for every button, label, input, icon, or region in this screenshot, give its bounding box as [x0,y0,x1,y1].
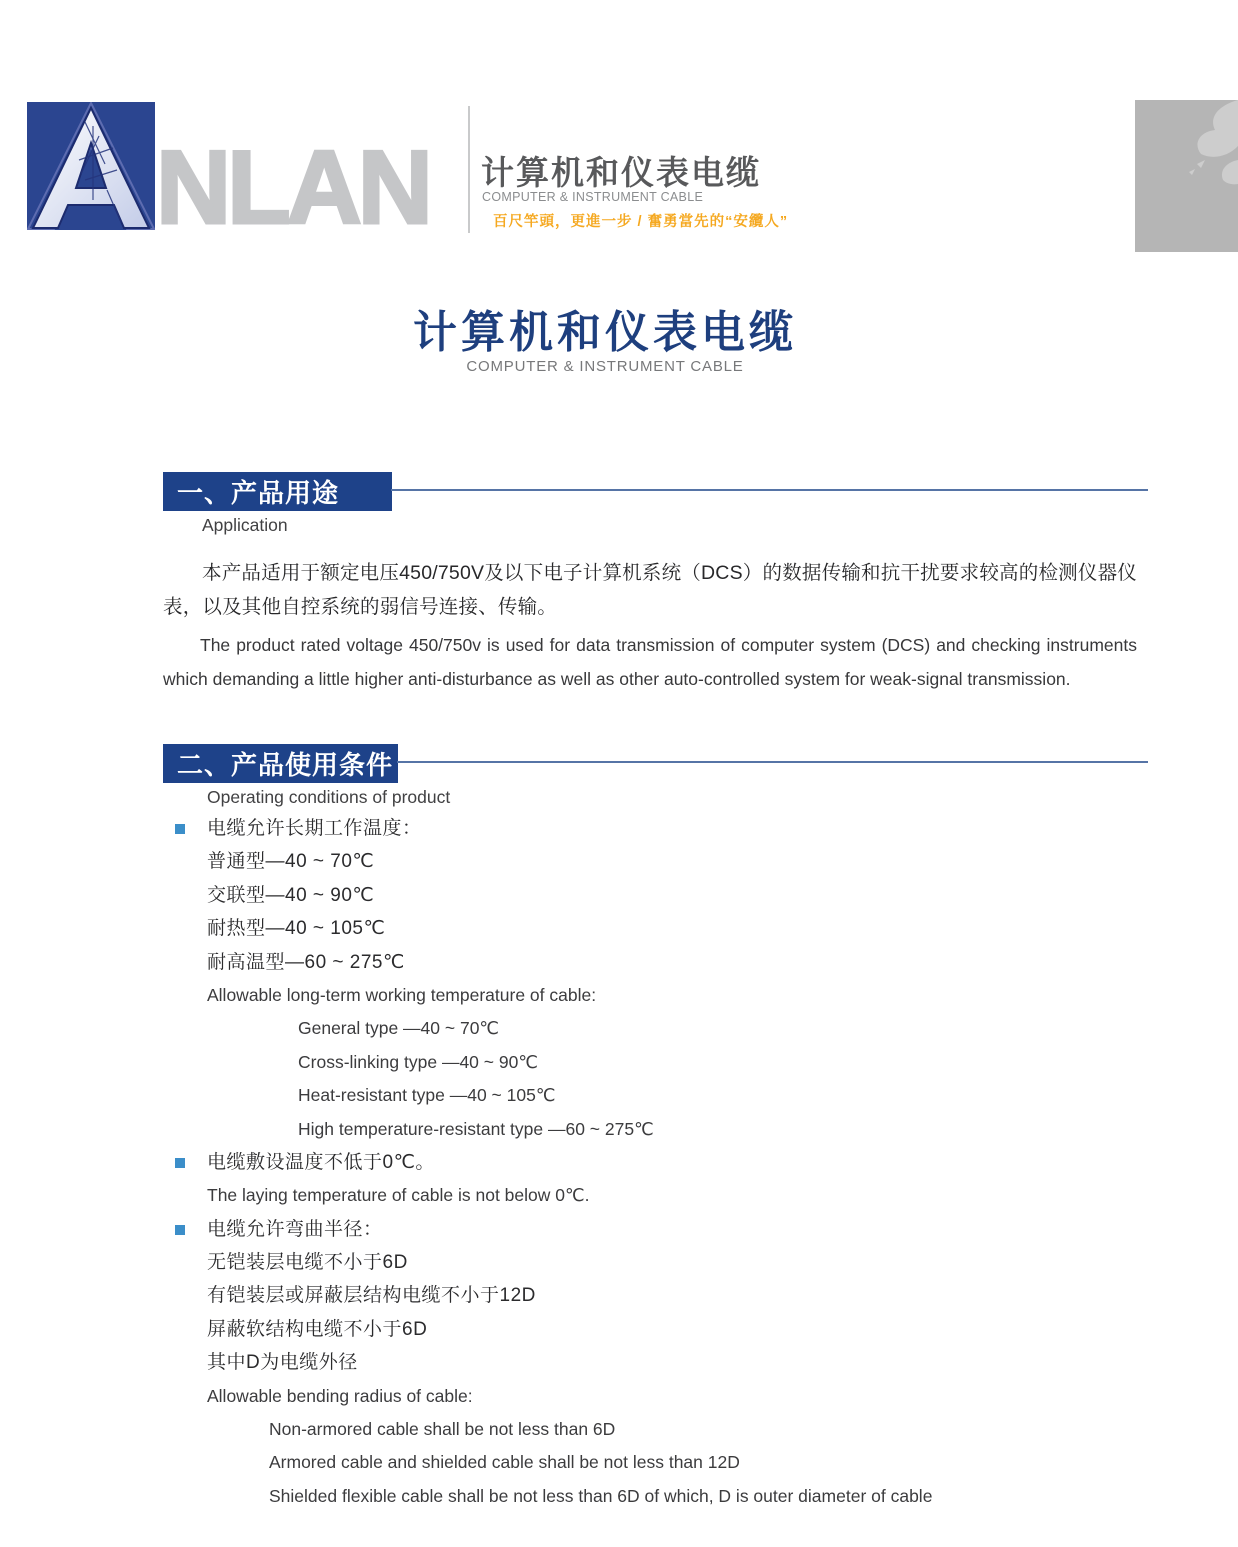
section2-subheading: Operating conditions of product [207,787,451,807]
section1-paragraph-en: The product rated voltage 450/750v is used for data transmission of computer system (DCS) and checking instruments which demanding a little higher anti-disturbance as well as other auto-controlled system for weak-signal transmission. [163,635,1137,689]
condition-line [163,1413,1153,1446]
condition-text: 电缆允许弯曲半径： [207,1218,383,1240]
condition-text: 电缆敷设温度不低于0℃。 [207,1151,435,1173]
condition-line [163,1246,1153,1279]
condition-line [163,979,1153,1012]
condition-line [163,1113,1153,1146]
condition-text: 耐高温型—60 ~ 275℃ [207,951,405,973]
bullet-square-icon [175,824,185,834]
condition-line [163,879,1153,912]
section2-heading-bar [163,744,398,783]
condition-text: Heat-resistant type —40 ~ 105℃ [298,1085,556,1106]
condition-line [163,1279,1153,1312]
condition-text: 普通型—40 ~ 70℃ [207,851,375,873]
page-title-en: COMPUTER & INSTRUMENT CABLE [466,358,744,375]
condition-text: The laying temperature of cable is not below 0℃. [207,1185,590,1206]
condition-text: Allowable long-term working temperature of cable: [207,984,597,1005]
section1-heading: 一、产品用途 [177,478,340,508]
condition-text: 无铠装层电缆不小于6D [207,1252,408,1274]
condition-line [163,1313,1153,1346]
header-divider [468,106,470,233]
condition-line [163,1012,1153,1045]
condition-text: Non-armored cable shall be not less than 6D [269,1419,616,1440]
condition-line [163,1480,1153,1513]
condition-line [163,1079,1153,1112]
condition-text: 电缆允许长期工作温度： [207,818,422,839]
section1-paragraph-cn: 本产品适用于额定电压450/750V及以下电子计算机系统（DCS）的数据传输和抗干扰要求较高的检测仪器仪表，以及其他自控系统的弱信号连接、传输。 [163,562,1137,618]
section1-rule [391,489,1148,491]
section1-heading-bar [163,472,392,511]
condition-line [163,845,1153,878]
section1-subheading: Application [202,515,288,535]
condition-line [163,912,1153,945]
condition-line [163,1213,1153,1246]
condition-line [163,1446,1153,1479]
condition-line [163,1146,1153,1179]
condition-text: Allowable bending radius of cable: [207,1385,473,1406]
condition-text: Cross-linking type —40 ~ 90℃ [298,1051,538,1072]
condition-line [163,946,1153,979]
anlan-logo-a-icon [27,102,155,230]
condition-line [163,812,1153,845]
condition-text: 其中D为电缆外径 [207,1352,358,1374]
condition-text: 屏蔽软结构电缆不小于6D [207,1318,428,1340]
leaf-icon [1135,100,1238,252]
header-product-title-cn: 计算机和仪表电缆 [481,154,761,191]
condition-line [163,1046,1153,1079]
operating-conditions-list [163,812,1153,1513]
header-product-title-en: COMPUTER & INSTRUMENT CABLE [482,190,704,204]
corner-decoration [1135,100,1238,252]
condition-text: Armored cable and shielded cable shall be not less than 12D [269,1452,740,1473]
condition-text: 有铠装层或屏蔽层结构电缆不小于12D [207,1285,536,1307]
header-slogan: 百尺竿頭，更進一步 / 奮勇當先的“安纜人” [493,214,789,230]
anlan-logo-letters: NLAN [156,130,429,246]
condition-text: 耐热型—40 ~ 105℃ [207,918,386,940]
bullet-square-icon [175,1158,185,1168]
condition-line [163,1346,1153,1379]
condition-text: General type —40 ~ 70℃ [298,1018,500,1039]
section2-heading: 二、产品使用条件 [177,750,394,780]
condition-text: High temperature-resistant type —60 ~ 275℃ [298,1118,654,1139]
condition-line [163,1179,1153,1212]
page-title-cn: 计算机和仪表电缆 [413,308,797,357]
bullet-square-icon [175,1225,185,1235]
anlan-logo [27,102,155,230]
condition-line [163,1380,1153,1413]
condition-text: 交联型—40 ~ 90℃ [207,884,375,906]
condition-text: Shielded flexible cable shall be not less than 6D of which, D is outer diameter of cable [269,1485,933,1506]
section2-rule [397,761,1148,763]
